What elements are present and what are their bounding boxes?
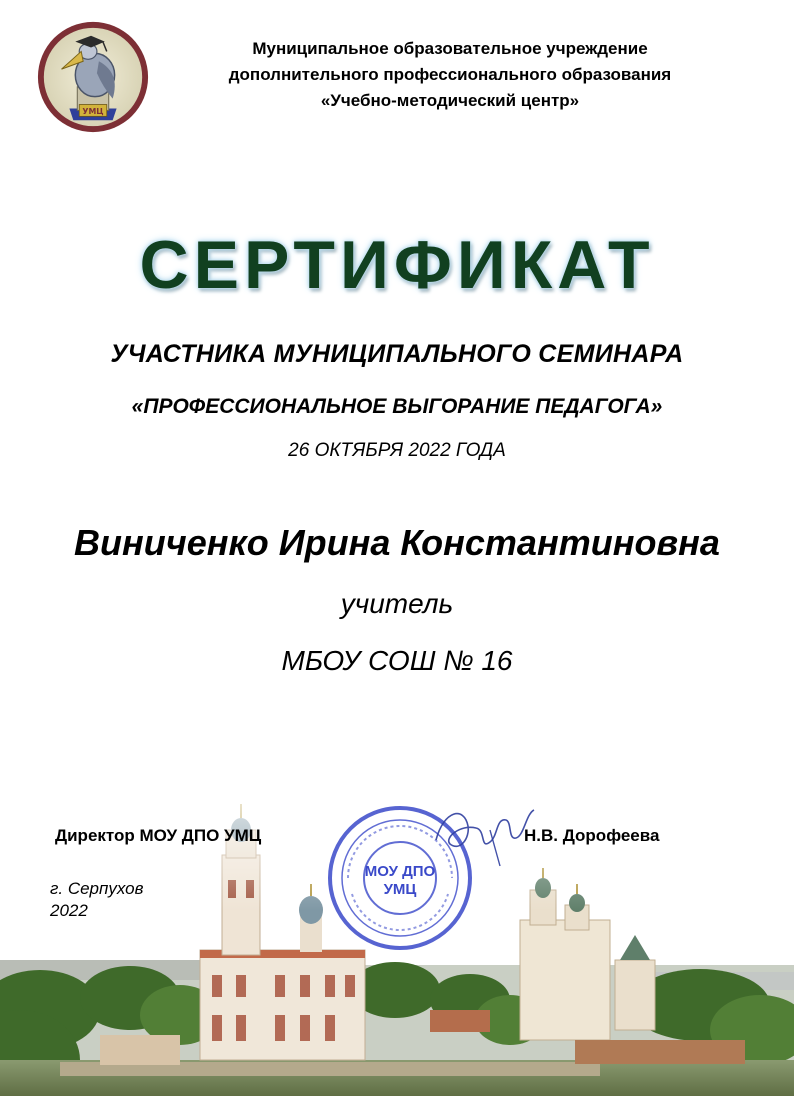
- logo-badge-text: УМЦ: [82, 106, 104, 116]
- stamp-center-line-2: УМЦ: [383, 881, 417, 898]
- issue-place-year: [50, 878, 144, 922]
- issue-year: 2022: [50, 901, 88, 920]
- seminar-date: 26 ОКТЯБРЯ 2022 ГОДА: [288, 440, 506, 461]
- recipient-name: Виниченко Ирина Константиновна: [74, 522, 720, 563]
- certificate-title: СЕРТИФИКАТ: [139, 227, 655, 303]
- recipient-role: учитель: [340, 588, 454, 619]
- certificate-subtitle: УЧАСТНИКА МУНИЦИПАЛЬНОГО СЕМИНАРА: [110, 340, 684, 368]
- pelican-logo: [34, 18, 152, 136]
- seminar-name: «ПРОФЕССИОНАЛЬНОЕ ВЫГОРАНИЕ ПЕДАГОГА»: [131, 395, 663, 418]
- recipient-school: МБОУ СОШ № 16: [281, 645, 513, 676]
- org-line-2: дополнительного профессионального образования: [228, 65, 672, 84]
- stamp-center-line-1: МОУ ДПО: [364, 863, 436, 880]
- organization-header: [150, 36, 750, 114]
- issue-city: г. Серпухов: [50, 879, 144, 898]
- director-title: Директор МОУ ДПО УМЦ: [55, 826, 262, 845]
- org-line-1: Муниципальное образовательное учреждение: [252, 39, 648, 58]
- org-line-3: «Учебно-методический центр»: [320, 91, 580, 110]
- director-name: Н.В. Дорофеева: [524, 826, 660, 845]
